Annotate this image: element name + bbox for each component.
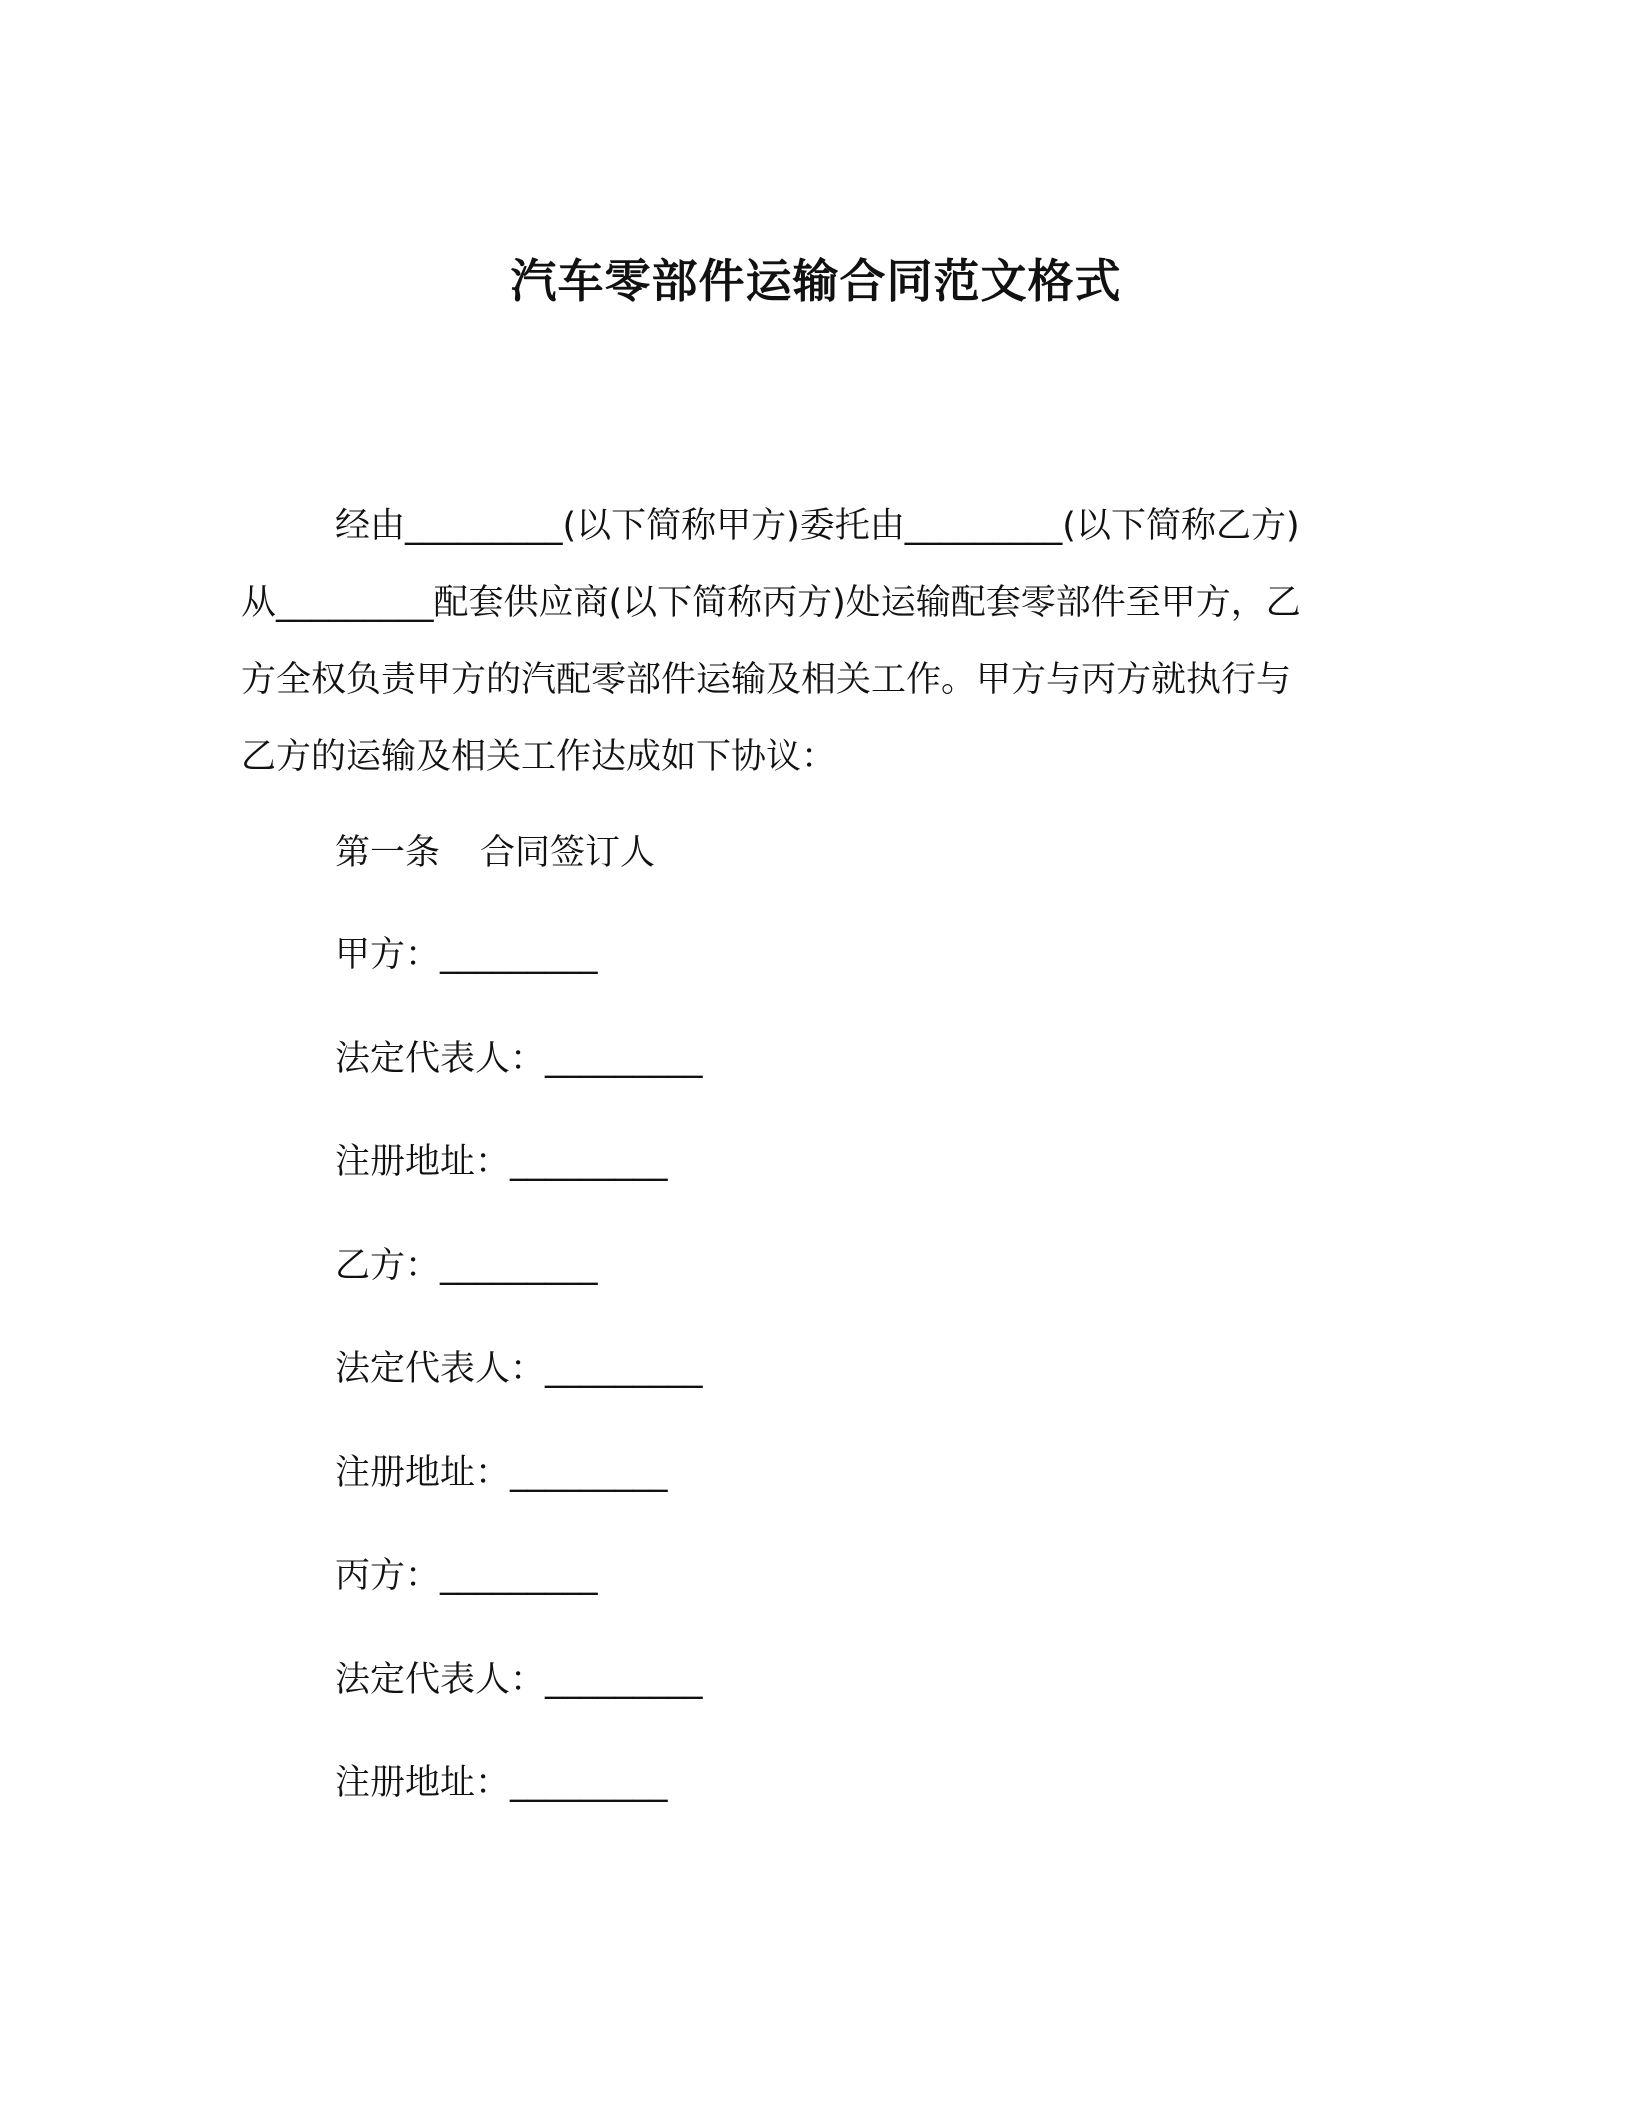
- party-c-field: 丙方：_________: [335, 1556, 598, 1596]
- intro-line: 乙方的运输及相关工作达成如下协议：: [241, 737, 837, 777]
- party-field-list: [335, 930, 703, 1862]
- article-number: 第一条: [335, 833, 441, 873]
- party-b-field: 乙方：_________: [335, 1245, 598, 1286]
- party-b-address-field: 注册地址：_________: [335, 1452, 668, 1493]
- intro-line: 方全权负责甲方的汽配零部件运输及相关工作。甲方与丙方就执行与: [241, 660, 1292, 700]
- intro-paragraph: [241, 488, 1421, 796]
- party-a-address-field: 注册地址：_________: [335, 1142, 668, 1182]
- party-c-legal-rep-field: 法定代表人：_________: [335, 1659, 703, 1700]
- article-heading: [335, 828, 655, 878]
- party-a-field: 甲方：_________: [335, 935, 598, 975]
- document-title: 汽车零部件运输合同范文格式: [510, 253, 1122, 308]
- party-c-address-field: 注册地址：_________: [335, 1763, 668, 1803]
- intro-line: 从_________配套供应商(以下简称丙方)处运输配套零部件至甲方，乙: [241, 583, 1301, 623]
- party-b-legal-rep-field: 法定代表人：_________: [335, 1349, 703, 1389]
- intro-line: 经由_________(以下简称甲方)委托由_________(以下简称乙方): [335, 506, 1300, 546]
- party-a-legal-rep-field: 法定代表人：_________: [335, 1038, 703, 1079]
- article-title: 合同签订人: [480, 833, 656, 873]
